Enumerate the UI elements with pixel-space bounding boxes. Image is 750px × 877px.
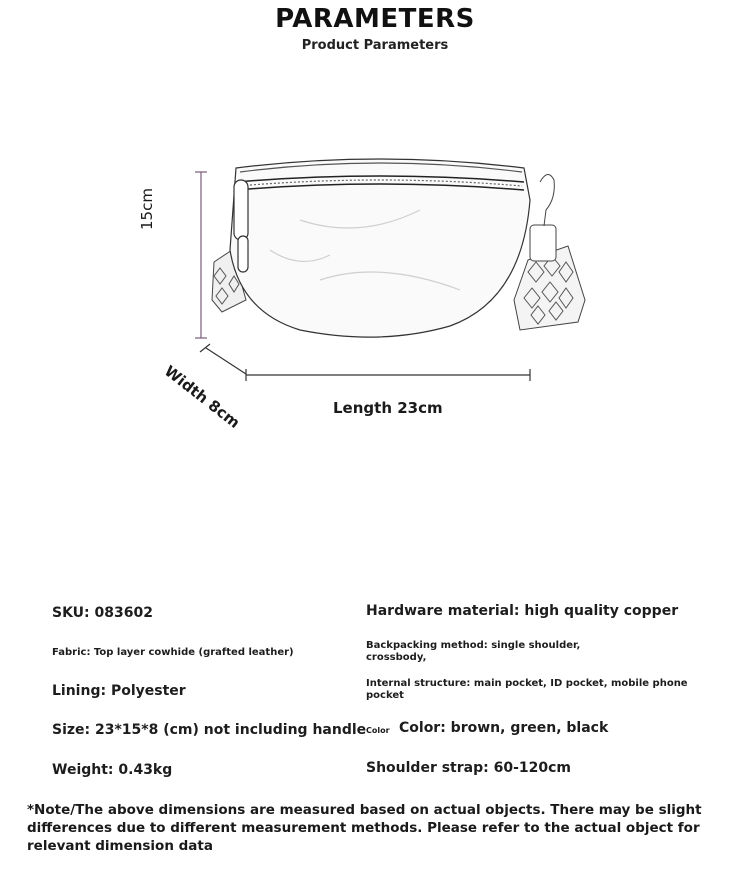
spec-sku: SKU: 083602 <box>52 605 153 621</box>
measurement-note: *Note/The above dimensions are measured based on actual objects. There may be slight differences due to different measurement methods. Please refer to the actual object for relevant dimension data <box>27 802 702 854</box>
spec-color: Color: brown, green, black <box>399 720 609 736</box>
spec-hardware: Hardware material: high quality copper <box>366 603 679 619</box>
width-dimension-line <box>200 344 246 374</box>
height-label: 15cm <box>138 188 156 230</box>
length-dimension-line <box>246 369 530 381</box>
height-dimension-line <box>195 172 207 338</box>
length-label: Length 23cm <box>333 399 443 417</box>
page-title: PARAMETERS <box>275 4 475 34</box>
width-label: Width 8cm <box>160 362 244 432</box>
spec-weight: Weight: 0.43kg <box>52 762 173 778</box>
color-tag: Color <box>366 726 390 735</box>
spec-fabric: Fabric: Top layer cowhide (grafted leather) <box>52 647 294 658</box>
spec-internal-structure: Internal structure: main pocket, ID pocket, mobile phone pocket <box>366 678 688 701</box>
spec-lining: Lining: Polyester <box>52 683 186 699</box>
bag-body <box>230 159 530 337</box>
spec-size: Size: 23*15*8 (cm) not including handle <box>52 722 367 738</box>
spec-shoulder-strap: Shoulder strap: 60-120cm <box>366 760 572 776</box>
spec-backpacking: Backpacking method: single shoulder, crossbody, <box>366 640 581 663</box>
page-subtitle: Product Parameters <box>301 38 449 53</box>
